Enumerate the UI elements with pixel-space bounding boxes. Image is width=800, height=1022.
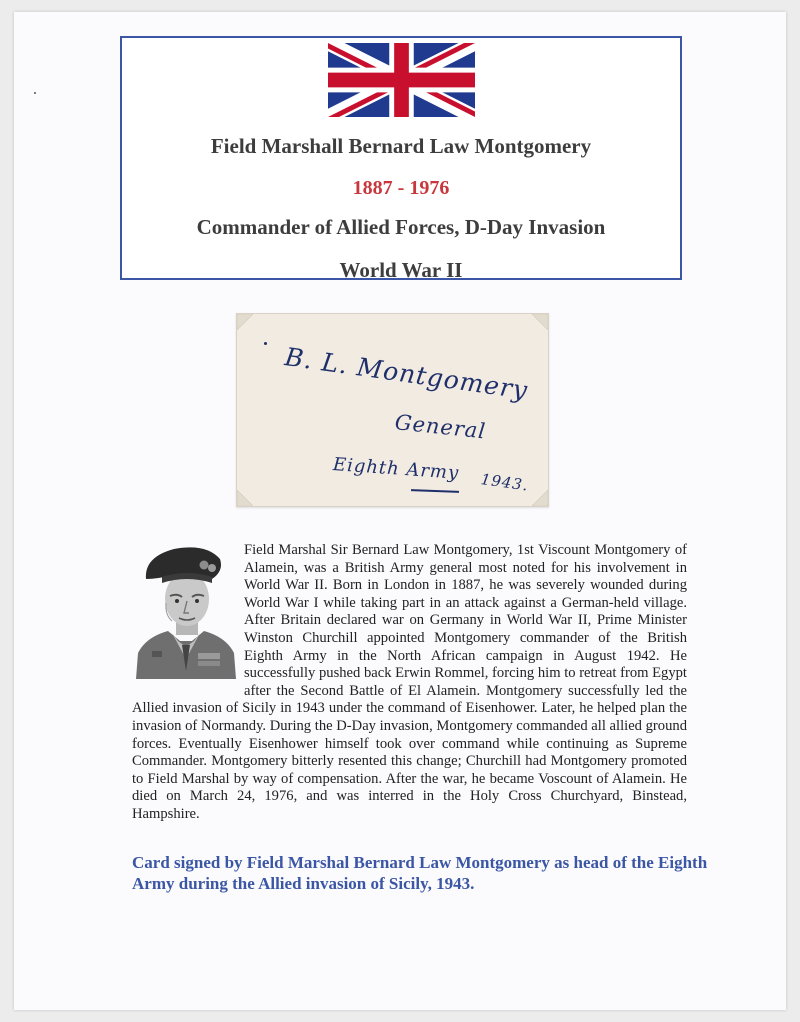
header-title: Field Marshall Bernard Law Montgomery [210, 134, 592, 158]
signature-rank: General [393, 410, 488, 444]
header-box [120, 36, 682, 280]
card-caption: Card signed by Field Marshal Bernard Law Montgomery as head of the Eighth Army during the Allied invasion of Sicily, 1943. [132, 853, 708, 893]
photo-corner-icon [237, 314, 253, 330]
ink-dot [264, 342, 267, 345]
portrait-float-space [132, 542, 244, 683]
header-subtitle: Commander of Allied Forces, D-Day Invasion [196, 215, 606, 239]
signature-year: 1943. [479, 470, 530, 495]
page-speck [34, 92, 36, 94]
header-war: World War II [339, 258, 463, 282]
signature-underline [411, 489, 459, 493]
signed-card [236, 313, 549, 507]
photo-corner-icon [532, 490, 548, 506]
photo-corner-icon [237, 490, 253, 506]
photo-corner-icon [532, 314, 548, 330]
header-years: 1887 - 1976 [352, 177, 450, 199]
biography-text [132, 542, 687, 824]
biography-paragraph: Field Marshal Sir Bernard Law Montgomery, 1st Viscount Montgomery of Alamein, was a British Army general most noted for his involvement in World War II. Born in London in 1887, he was severely wounded during World War I while taking part in an attack against a German-held village. After Britain declared war on Germany in World War II, Prime Minister Winston Churchill appointed Montgomery commander of the British Eighth Army in the North African campaign in August 1942. He successfully pushed back Erwin Rommel, forcing him to retreat from Egypt after the Second Battle of El Alamein. Montgomery successfully led the Allied invasion of Sicily in 1943 under the command of Eisenhower. Later, he helped plan the invasion of Normandy. During the D-Day invasion, Montgomery commanded all allied ground forces. Eventually Eisenhower himself took over command while continuing as Supreme Commander. Montgomery bitterly resented this change; Churchill had Montgomery promoted to Field Marshal by way of compensation. After the war, he became Voscount of Alamein. He died on March 24, 1976, and was interred in the Holy Cross Churchyard, Binstead, Hampshire. [132, 542, 687, 822]
signature-name: B. L. Montgomery [282, 342, 530, 405]
signature-unit: Eighth Army [332, 454, 460, 484]
union-jack-flag-icon [328, 43, 475, 117]
